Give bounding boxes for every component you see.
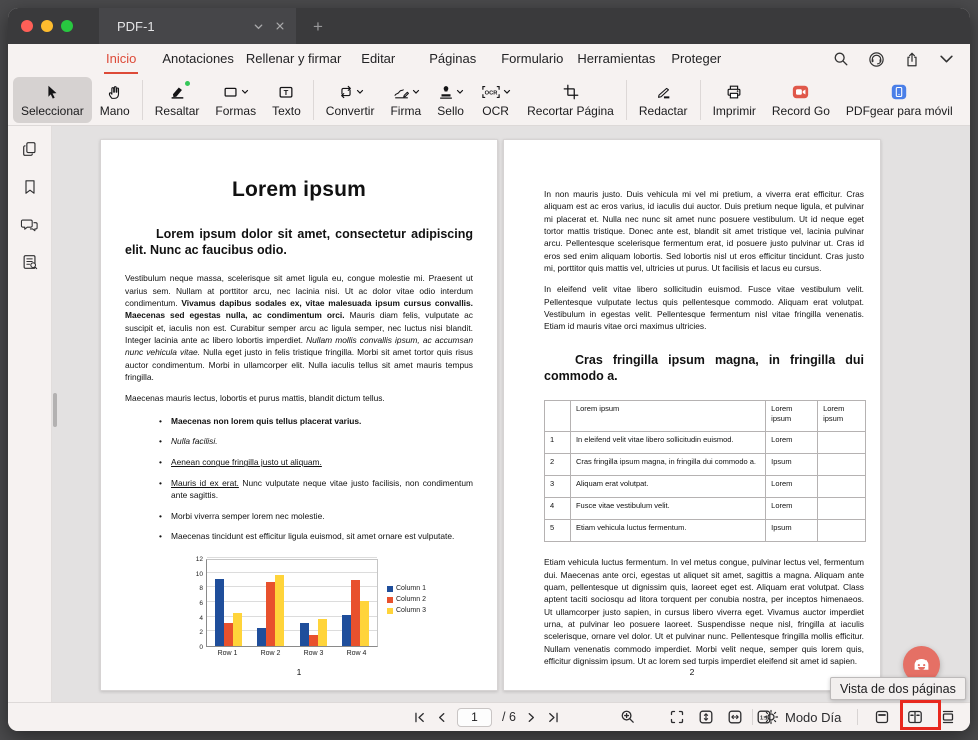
page-total-label: / 6: [502, 710, 516, 724]
bar: [360, 601, 369, 646]
scrollbar-thumb[interactable]: [53, 393, 57, 427]
chart-y-axis: [191, 556, 206, 652]
y-tick-label: 10: [195, 570, 203, 578]
bar-group: [207, 560, 250, 646]
toolbar: [8, 74, 970, 126]
legend-entry: [387, 585, 426, 592]
close-window-button[interactable]: [21, 20, 33, 32]
y-tick-label: 6: [199, 600, 203, 608]
last-page-button[interactable]: [547, 711, 560, 724]
legend-entry: [387, 596, 426, 603]
texto-button[interactable]: T Texto: [264, 77, 309, 123]
bar-group: [292, 560, 335, 646]
y-tick-label: 4: [199, 614, 203, 622]
document-tab[interactable]: [99, 8, 296, 44]
x-tick-label: Row 2: [260, 650, 281, 658]
table-row: [545, 431, 866, 453]
page-number: 2: [689, 667, 695, 677]
highlighter-icon: [168, 82, 186, 102]
bar: [351, 580, 360, 646]
tab-close-icon[interactable]: [275, 21, 285, 31]
highlighter-active-dot: [185, 81, 190, 86]
stamp-icon: [437, 83, 455, 101]
table-cell: Etiam vehicula luctus fermentum.: [570, 520, 765, 542]
mobile-phone-icon: [890, 82, 908, 102]
table-cell: [818, 453, 866, 475]
ocr-icon: [480, 83, 502, 101]
continuous-view-button[interactable]: [940, 709, 956, 725]
document-viewport[interactable]: [52, 126, 970, 702]
statusbar-divider: [857, 709, 858, 725]
table-header-cell: Lorem ipsum: [570, 401, 765, 431]
display-mode-toggle[interactable]: [763, 703, 841, 731]
table-row: [545, 520, 866, 542]
list-item: • Maecenas non lorem quis tellus placerat varius.: [171, 416, 473, 428]
legend-label: Column 1: [396, 585, 426, 593]
share-icon[interactable]: [904, 51, 920, 68]
comments-icon[interactable]: [20, 216, 39, 238]
record-go-icon: [791, 82, 810, 102]
tab-paginas[interactable]: Páginas: [429, 50, 477, 66]
tab-anotaciones[interactable]: Anotaciones: [162, 50, 234, 66]
document-search-icon[interactable]: [21, 253, 39, 276]
record-go-button[interactable]: Record Go: [764, 77, 838, 123]
status-bar: [8, 702, 970, 731]
table-cell: Lorem: [766, 475, 818, 497]
table-cell: Aliquam erat volutpat.: [570, 475, 765, 497]
recortar-pagina-button[interactable]: Recortar Página: [519, 77, 622, 123]
table-cell: Lorem: [766, 431, 818, 453]
table-cell: Fusce vitae vestibulum velit.: [570, 497, 765, 519]
tab-formulario[interactable]: Formulario: [501, 50, 564, 66]
resaltar-button[interactable]: Resaltar: [147, 77, 208, 123]
pdf-page-1: [100, 139, 498, 691]
first-page-button[interactable]: [413, 711, 426, 724]
toolbar-divider: [313, 80, 314, 120]
legend-label: Column 2: [396, 596, 426, 604]
chevron-down-icon: [456, 88, 464, 96]
document-tab-title: PDF-1: [117, 18, 155, 34]
bar: [309, 635, 318, 646]
table-row: [545, 497, 866, 519]
toolbar-divider: [142, 80, 143, 120]
table-cell: [818, 497, 866, 519]
table-cell: Cras fringilla ipsum magna, in fringilla dui commodo a.: [570, 453, 765, 475]
previous-page-button[interactable]: [436, 711, 447, 724]
shapes-icon: [222, 83, 240, 101]
bar: [318, 619, 327, 646]
table-cell: [818, 475, 866, 497]
legend-swatch: [387, 586, 393, 592]
display-mode-label: Modo Día: [785, 709, 842, 725]
bar: [266, 582, 275, 647]
legend-swatch: [387, 608, 393, 614]
fit-height-button[interactable]: [698, 709, 714, 725]
table-cell: 4: [545, 497, 571, 519]
table-cell: In eleifend velit vitae libero sollicitudin euismod.: [570, 431, 765, 453]
doc-paragraph: Vestibulum neque massa, scelerisque sit amet ligula eu, congue molestie mi. Praesent ut varius sem. Nullam at porttitor arcu, nec lacinia nisi. Ut ac dolor vitae odio interdum condimentum. Vivamus dapibus sodales ex, vitae malesuada ipsum cursus convallis. Maecenas sed egestas nulla, ac condimentum orci. Mauris diam felis, vulputate ac suscipit et, iaculis non est. Curabitur semper arcu ac ligula semper, nec luctus nisi blandit. Integer lacinia ante ac libero lobortis imperdiet. Nullam mollis convallis ipsum, ac accumsan nunc vehicula vitae. Nulla eget justo in felis tristique fringilla. Morbi sit amet tortor quis risus auctor condimentum. Morbi in ullamcorper elit. Nulla iaculis tellus sit amet mauris tempus fringilla.: [125, 273, 473, 382]
redact-pen-icon: [654, 82, 673, 102]
table-row: [545, 453, 866, 475]
sun-icon: [763, 709, 779, 725]
collapse-toolbar-chevron-icon[interactable]: [939, 54, 954, 64]
doc-title: Lorem ipsum: [231, 178, 367, 201]
support-headset-icon[interactable]: [868, 51, 885, 68]
bar-group: [335, 560, 378, 646]
tab-editar[interactable]: Editar: [361, 50, 396, 66]
list-item: • Mauris id ex erat. Nunc vulputate neque vitae justo facilisis, non condimentum ante sagittis.: [171, 478, 473, 502]
svg-text:OCR: OCR: [484, 90, 498, 97]
ocr-button[interactable]: OCR OCR: [472, 77, 519, 123]
seleccionar-button[interactable]: Seleccionar: [13, 77, 92, 123]
minimize-window-button[interactable]: [41, 20, 53, 32]
fit-page-button[interactable]: [669, 709, 685, 725]
page-number-input[interactable]: [457, 708, 492, 727]
signature-icon: [392, 83, 411, 101]
toolbar-divider: [626, 80, 627, 120]
x-tick-label: Row 1: [217, 650, 238, 658]
cursor-icon: [43, 82, 61, 102]
left-panel-bar: [8, 126, 52, 702]
single-page-view-button[interactable]: [874, 709, 890, 725]
mano-button[interactable]: Mano: [92, 77, 138, 123]
convert-icon: [337, 83, 355, 101]
table-cell: 1: [545, 431, 571, 453]
zoom-in-icon[interactable]: [620, 709, 636, 725]
table-cell: Ipsum: [766, 453, 818, 475]
y-tick-label: 12: [195, 556, 203, 564]
x-tick-label: Row 3: [303, 650, 324, 658]
doc-paragraph: Maecenas mauris lectus, lobortis et purus mattis, blandit dictum tellus.: [125, 393, 385, 404]
table-row: [545, 475, 866, 497]
chevron-down-icon: [241, 88, 249, 96]
doc-heading: Cras fringilla ipsum magna, in fringilla dui commodo a.: [544, 352, 864, 384]
bar: [224, 623, 233, 646]
sello-button[interactable]: Sello: [429, 77, 472, 123]
doc-paragraph: In eleifend velit vitae libero sollicitudin euismod. Fusce vitae vestibulum velit. Pellentesque vulputate lectus quis pellentesque commodo. Aliquam erat volutpat. Vestibulum in egestas velit. Pellentesque fermentum nisl vitae fringilla venenatis. Etiam id mauris vitae orci maximus ultricies.: [544, 284, 864, 332]
table-header-cell: Lorem ipsum: [818, 401, 866, 431]
table-cell: Ipsum: [766, 520, 818, 542]
doc-paragraph: In non mauris justo. Duis vehicula mi vel mi pretium, a viverra erat efficitur. Cras aliquam est ac eros varius, id iaculis dui auctor. Duis pretium neque ligula, et pulvinar mi placerat et. Nulla nec nunc sit amet nunc posuere vestibulum. Ut id neque eget tortor mattis tristique. Donec ante est, blandit sit amet tristique vel, lacinia pulvinar arcu. Pellentesque scelerisque fermentum erat, id posuere justo pulvinar ut. Cras id eros sed enim aliquam lobortis. Sed lobortis nisl ut eros efficitur tincidunt. Cras justo mi, porttitor quis mattis vel, ultricies ut purus. Ut facilisis et lacus eu cursus.: [544, 189, 864, 274]
doc-table: [544, 400, 866, 542]
new-tab-button[interactable]: +: [313, 16, 323, 36]
chevron-down-icon: [412, 88, 420, 96]
crop-icon: [562, 82, 580, 102]
list-item: • Nulla facilisi.: [171, 436, 473, 448]
convertir-button[interactable]: Convertir: [318, 77, 383, 123]
page-number: 1: [296, 667, 302, 677]
annotation-highlight-box: [900, 700, 941, 730]
chevron-down-icon: [356, 88, 364, 96]
gridline: [207, 557, 377, 558]
list-item: • Aenean congue fringilla justo ut aliquam.: [171, 457, 473, 469]
doc-subtitle: Lorem ipsum dolor sit amet, consectetur adipiscing elit. Nunc ac faucibus odio.: [125, 227, 473, 257]
traffic-lights: [8, 20, 73, 32]
legend-label: Column 3: [396, 607, 426, 615]
tab-rellenar-y-firmar[interactable]: Rellenar y firmar: [245, 50, 342, 66]
table-cell: Lorem: [766, 497, 818, 519]
robot-icon: [910, 653, 933, 676]
firma-button[interactable]: Firma: [382, 77, 429, 123]
statusbar-divider: [752, 709, 753, 725]
doc-paragraph: Etiam vehicula luctus fermentum. In vel metus congue, pulvinar lectus vel, fermentum dui. Maecenas ante orci, egestas ut aliquet sit amet, sagittis a magna. Aliquam ante quam, pellentesque ut dignissim quis, laoreet eget est. Aliquam erat volutpat. Class aptent taciti sociosqu ad litora torquent per conubia nostra, per inceptos himenaeos. Ut ullamcorper justo sapien, in cursus libero viverra eget. Vivamus auctor imperdiet urna, at pulvinar leo posuere laoreet. Suspendisse neque nisl, fringilla at iaculis scelerisque, ornare vel dolor. Ut et pulvinar nunc. Pellentesque fringilla mollis efficitur. Nullam venenatis commodo imperdiet. Morbi velit neque, semper quis lorem quis, efficitur dignissim ipsum. Ut ac lorem sed turpis imperdiet eleifend sit amet id sapien.: [544, 557, 864, 666]
search-icon[interactable]: [833, 51, 849, 67]
bar: [275, 575, 284, 646]
list-item: • Maecenas tincidunt est efficitur ligula euismod, sit amet ornare est vulputate.: [171, 531, 473, 543]
hand-icon: [106, 82, 123, 102]
next-page-button[interactable]: [526, 711, 537, 724]
list-item: • Morbi viverra semper lorem nec molestie.: [171, 511, 473, 523]
tab-proteger[interactable]: Proteger: [671, 50, 722, 66]
table-cell: 3: [545, 475, 571, 497]
chart-x-axis: [206, 650, 378, 657]
pdf-page-2: [503, 139, 881, 691]
table-cell: 2: [545, 453, 571, 475]
bar: [233, 613, 242, 646]
page-thumbnails-icon[interactable]: [21, 140, 39, 163]
legend-entry: [387, 607, 426, 614]
toolbar-divider: [700, 80, 701, 120]
doc-bullet-list: [171, 416, 473, 543]
table-header-cell: Lorem ipsum: [766, 401, 818, 431]
bookmarks-icon[interactable]: [22, 178, 38, 201]
bar: [300, 623, 309, 646]
bar-chart: [191, 556, 497, 658]
text-box-icon: [277, 82, 295, 102]
bar: [215, 579, 224, 646]
tab-inicio[interactable]: Inicio: [104, 44, 138, 74]
table-cell: [818, 431, 866, 453]
formas-button[interactable]: Formas: [207, 77, 264, 123]
printer-icon: [725, 82, 743, 102]
menu-bar: [8, 44, 970, 74]
chevron-down-icon: [503, 88, 511, 96]
zoom-window-button[interactable]: [61, 20, 73, 32]
bar: [342, 615, 351, 647]
tab-chevron-down-icon[interactable]: [253, 21, 264, 32]
svg-text:1:1: 1:1: [759, 715, 769, 722]
tab-herramientas[interactable]: Herramientas: [577, 50, 656, 66]
chart-plot-area: [206, 559, 378, 647]
legend-swatch: [387, 597, 393, 603]
svg-text:T: T: [284, 87, 289, 97]
y-tick-label: 0: [199, 644, 203, 652]
redactar-button[interactable]: Redactar: [631, 77, 696, 123]
y-tick-label: 2: [199, 629, 203, 637]
pdfgear-mobile-button[interactable]: PDFgear para móvil: [838, 77, 961, 123]
y-tick-label: 8: [199, 585, 203, 593]
table-cell: [818, 520, 866, 542]
bar-group: [250, 560, 293, 646]
imprimir-button[interactable]: Imprimir: [705, 77, 764, 123]
fit-width-button[interactable]: [727, 709, 743, 725]
table-header-cell: [545, 401, 571, 431]
chart-legend: [387, 585, 426, 614]
app-window: [8, 8, 970, 731]
tooltip: Vista de dos páginas: [830, 677, 966, 700]
bar: [257, 628, 266, 646]
x-tick-label: Row 4: [346, 650, 367, 658]
table-cell: 5: [545, 520, 571, 542]
title-bar: [8, 8, 970, 44]
